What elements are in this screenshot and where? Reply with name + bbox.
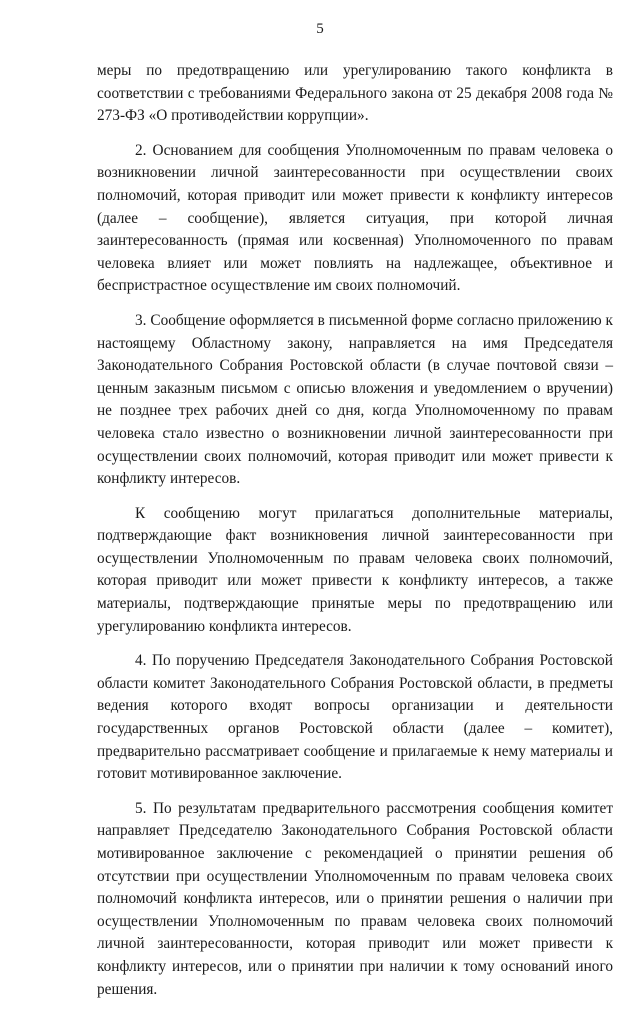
- paragraph-item-3: 3. Сообщение оформляется в письменной форме согласно приложению к настоящему Областному закону, направляется на имя Председателя Законодательного Собрания Ростовской области (в случае почтовой связи – ценным заказным письмом с описью вложения и уведомлением о вручении) не позднее трех рабочих дней со дня, когда Уполномоченному по правам человека стало известно о возникновении личной заинтересованности при осуществлении своих полномочий, которая приводит или может привести к конфликту интересов.: [97, 311, 613, 488]
- paragraph-item-5: 5. По результатам предварительного рассмотрения сообщения комитет направляет Председателю Законодательного Собрания Ростовской области мотивированное заключение с рекомендацией о принятии решения об отсутствии при осуществлении Уполномоченным по правам человека своих полномочий конфликта интересов, или о принятии решения о наличии при осуществлении Уполномоченным по правам человека своих полномочий личной заинтересованности, которая приводит или может привести к конфликту интересов, или о принятии при наличии к тому оснований иного решения.: [97, 799, 613, 998]
- paragraph-attachments: К сообщению могут прилагаться дополнительные материалы, подтверждающие факт возникновения личной заинтересованности при осуществлении Уполномоченным по правам человека своих полномочий, которая приводит или может привести к конфликту интересов, а также материалы, подтверждающие принятые меры по предотвращению или урегулированию конфликта интересов.: [97, 504, 613, 635]
- paragraph-item-2: 2. Основанием для сообщения Уполномоченным по правам человека о возникновении личной заинтересованности при осуществлении своих полномочий, которая приводит или может привести к конфликту интересов (далее – сообщение), является ситуация, при которой личная заинтересованность (прямая или косвенная) Уполномоченного по правам человека влияет или может повлиять на надлежащее, объективное и беспристрастное осуществление им своих полномочий.: [97, 141, 613, 295]
- paragraph-item-4: 4. По поручению Председателя Законодательного Собрания Ростовской области комитет Законодательного Собрания Ростовской области, в предметы ведения которого входят вопросы организации и деятельности государственных органов Ростовской области (далее – комитет), предварительно рассматривает сообщение и прилагаемые к нему материалы и готовит мотивированное заключение.: [97, 652, 613, 783]
- document-body: [97, 60, 613, 1013]
- page-number: 5: [316, 21, 324, 37]
- paragraph-continuation: меры по предотвращению или урегулированию такого конфликта в соответствии с требованиями Федерального закона от 25 декабря 2008 года № 273-ФЗ «О противодействии коррупции».: [97, 62, 613, 125]
